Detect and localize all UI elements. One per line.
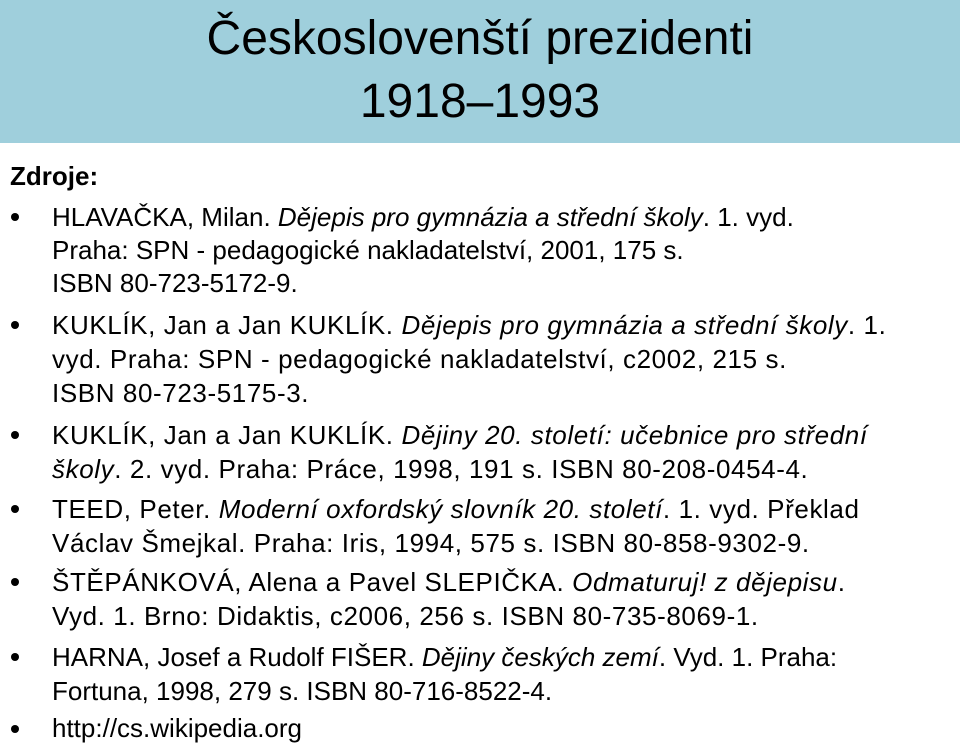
reference-1-line-2: Praha: SPN - pedagogické nakladatelství, 2001, 175 s. (52, 235, 684, 265)
bullet-icon (11, 578, 19, 586)
reference-3-line-1: KUKLÍK, Jan a Jan KUKLÍK. Dějiny 20. století: učebnice pro střední (52, 420, 868, 450)
reference-2-line-1: KUKLÍK, Jan a Jan KUKLÍK. Dějepis pro gymnázia a střední školy. 1. (52, 310, 887, 340)
reference-5-line-1: ŠTĚPÁNKOVÁ, Alena a Pavel SLEPIČKA. Odmaturuj! z dějepisu. (52, 567, 846, 597)
bullet-icon (11, 653, 19, 661)
reference-2-line-3: ISBN 80-723-5175-3. (52, 378, 310, 408)
reference-6-line-2: Fortuna, 1998, 279 s. ISBN 80-716-8522-4. (52, 676, 553, 706)
reference-5-line-2: Vyd. 1. Brno: Didaktis, c2006, 256 s. ISBN 80-735-8069-1. (52, 601, 759, 631)
reference-2-line-2: vyd. Praha: SPN - pedagogické nakladatelství, c2002, 215 s. (52, 344, 787, 374)
reference-1-line-3: ISBN 80-723-5172-9. (52, 268, 298, 298)
sources-heading: Zdroje: (10, 161, 99, 191)
bullet-icon (11, 321, 19, 329)
reference-3-line-2: školy. 2. vyd. Praha: Práce, 1998, 191 s. ISBN 80-208-0454-4. (52, 454, 809, 484)
reference-6-line-1: HARNA, Josef a Rudolf FIŠER. Dějiny českých zemí. Vyd. 1. Praha: (52, 642, 838, 672)
bullet-icon (11, 505, 19, 513)
bullet-icon (11, 213, 19, 221)
reference-1-line-1: HLAVAČKA, Milan. Dějepis pro gymnázia a střední školy. 1. vyd. (52, 202, 794, 232)
reference-4-line-1: TEED, Peter. Moderní oxfordský slovník 20. století. 1. vyd. Překlad (52, 494, 860, 524)
reference-7-link[interactable]: http://cs.wikipedia.org (52, 713, 303, 743)
slide-title: Českoslovenští prezidenti (206, 12, 754, 65)
bullet-icon (11, 431, 19, 439)
slide-subtitle-years: 1918–1993 (359, 75, 601, 128)
title-banner (0, 0, 960, 143)
reference-4-line-2: Václav Šmejkal. Praha: Iris, 1994, 575 s. ISBN 80-858-9302-9. (52, 528, 810, 558)
bullet-icon (11, 725, 19, 733)
